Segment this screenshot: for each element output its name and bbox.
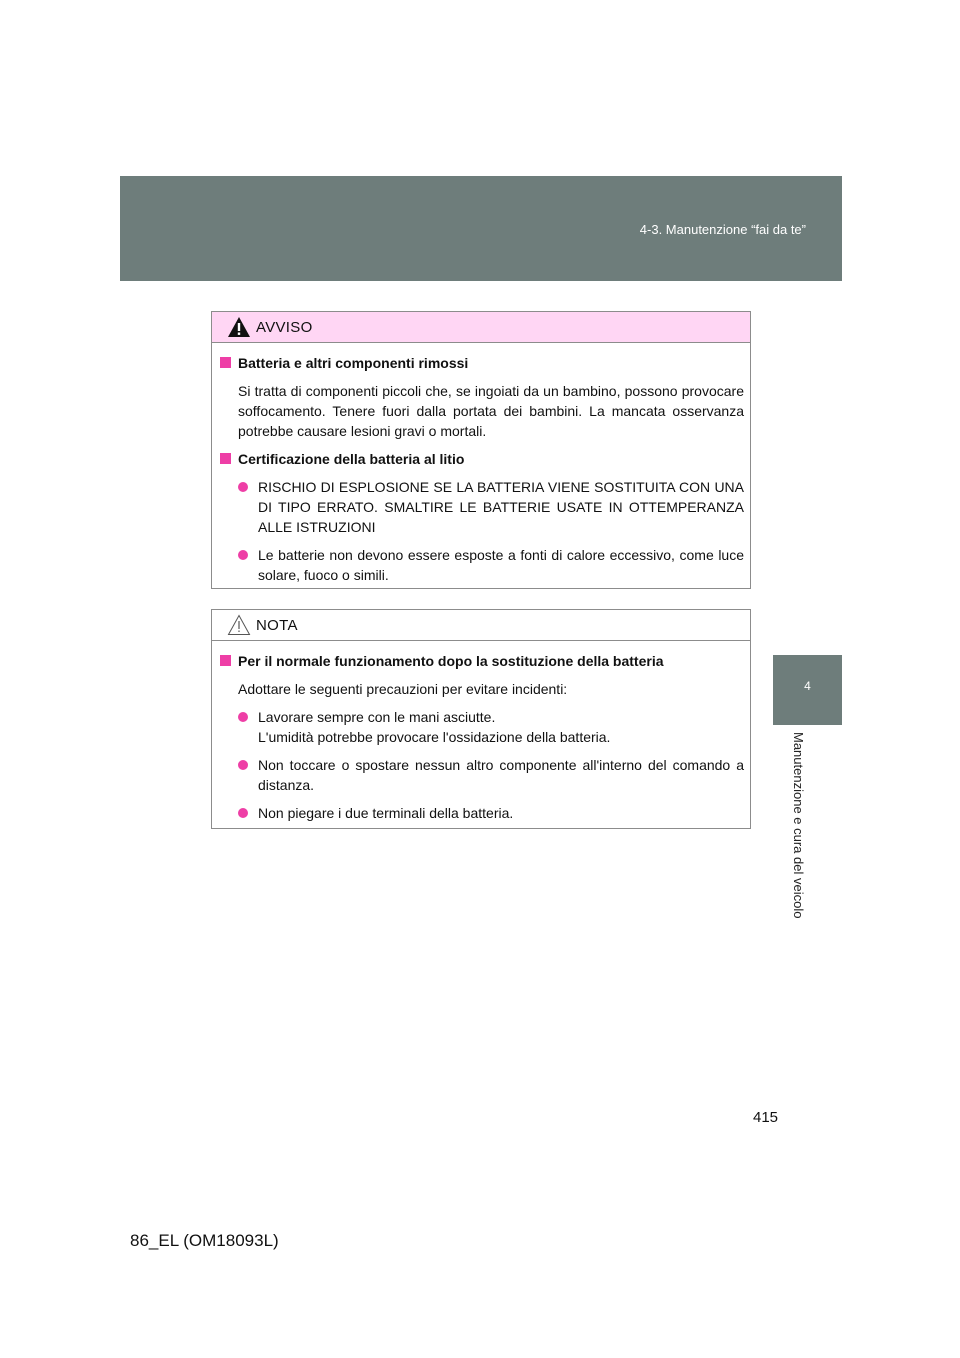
warning-triangle-outline-icon	[227, 614, 251, 636]
square-bullet-icon	[220, 453, 231, 464]
list-item-text: RISCHIO DI ESPLOSIONE SE LA BATTERIA VIENE SOSTITUITA CON UNA DI TIPO ERRATO. SMALTIRE LE BATTERIE USATE IN OTTEMPERANZA ALLE ISTRUZIONI	[258, 479, 744, 535]
circle-bullet-icon	[238, 808, 248, 818]
list-item	[220, 477, 744, 537]
list-item	[220, 803, 744, 823]
list-item-text: Non piegare i due terminali della batteria.	[258, 805, 514, 821]
chapter-tab	[773, 655, 842, 725]
list-item-text-line2: L'umidità potrebbe provocare l'ossidazione della batteria.	[258, 729, 611, 745]
square-bullet-icon	[220, 357, 231, 368]
circle-bullet-icon	[238, 712, 248, 722]
paragraph: Adottare le seguenti precauzioni per evitare incidenti:	[238, 681, 568, 697]
circle-bullet-icon	[238, 760, 248, 770]
note-box	[211, 609, 751, 829]
warning-box-label: AVVISO	[256, 319, 313, 336]
list-item-text: Lavorare sempre con le mani asciutte.	[258, 709, 496, 725]
note-box-header	[212, 610, 750, 641]
paragraph: Si tratta di componenti piccoli che, se ingoiati da un bambino, possono provocare soffocamento. Tenere fuori dalla portata dei bambini. La mancata osservanza potrebbe causare lesioni gravi o mortali.	[238, 383, 744, 439]
list-item-text: Non toccare o spostare nessun altro componente all'interno del comando a distanza.	[258, 757, 744, 793]
circle-bullet-icon	[238, 482, 248, 492]
section-heading	[220, 449, 744, 469]
warning-box	[211, 311, 751, 589]
square-bullet-icon	[220, 655, 231, 666]
section-heading-text: Per il normale funzionamento dopo la sostituzione della batteria	[238, 653, 664, 669]
chapter-number: 4	[804, 679, 811, 693]
section-heading	[220, 353, 744, 373]
section-heading-text: Certificazione della batteria al litio	[238, 451, 465, 467]
header-band	[120, 176, 842, 281]
note-box-body	[212, 641, 750, 823]
list-item-text: Le batterie non devono essere esposte a fonti di calore eccessivo, come luce solare, fuoco o simili.	[258, 547, 744, 583]
section-heading	[220, 651, 744, 671]
note-box-label: NOTA	[256, 617, 298, 634]
warning-box-header	[212, 312, 750, 343]
list-item	[220, 707, 744, 747]
circle-bullet-icon	[238, 550, 248, 560]
warning-box-body	[212, 343, 750, 585]
page-number: 415	[753, 1109, 779, 1126]
section-title: 4-3. Manutenzione “fai da te”	[639, 222, 806, 237]
list-item	[220, 545, 744, 585]
chapter-side-title: Manutenzione e cura del veicolo	[791, 732, 806, 919]
document-code: 86_EL (OM18093L)	[130, 1231, 279, 1250]
warning-triangle-filled-icon	[227, 316, 251, 338]
section-heading-text: Batteria e altri componenti rimossi	[238, 355, 469, 371]
list-item	[220, 755, 744, 795]
